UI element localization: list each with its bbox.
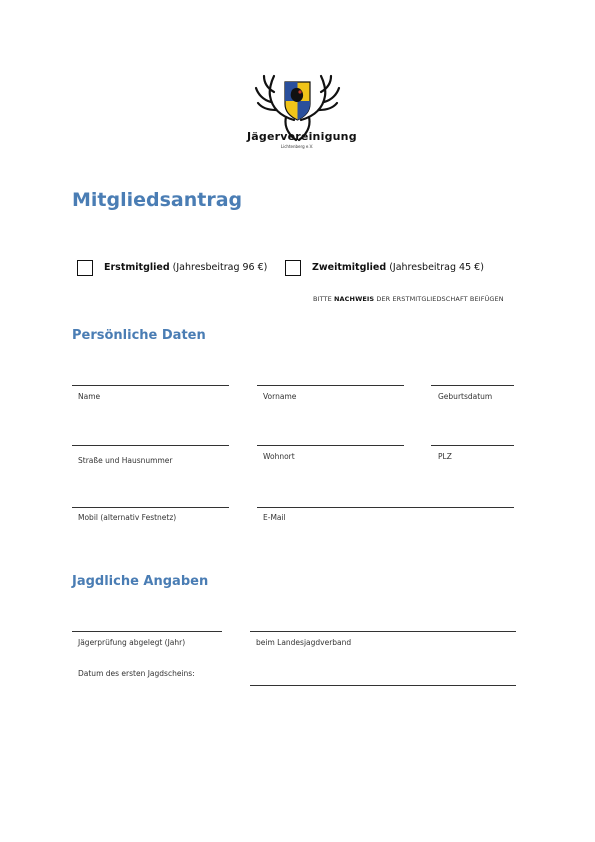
- wohnort-label: Wohnort: [263, 452, 295, 461]
- zweitmitglied-fee: (Jahresbeitrag 45 €): [386, 262, 484, 273]
- jaegerpruefung-field[interactable]: [72, 631, 222, 632]
- email-label: E-Mail: [263, 513, 286, 522]
- zweitmitglied-checkbox[interactable]: [285, 260, 301, 276]
- erstmitglied-option: [104, 262, 267, 273]
- name-label: Name: [78, 392, 101, 401]
- mobil-label: Mobil (alternativ Festnetz): [78, 513, 177, 522]
- email-field[interactable]: [257, 507, 514, 508]
- name-field[interactable]: [72, 385, 229, 386]
- plz-field[interactable]: [431, 445, 514, 446]
- jagdschein-label: Datum des ersten Jagdscheins:: [78, 669, 195, 678]
- strasse-label: Straße und Hausnummer: [78, 456, 173, 465]
- zweitmitglied-option: [312, 262, 484, 273]
- erstmitglied-label: Erstmitglied: [104, 262, 170, 273]
- erstmitglied-fee: (Jahresbeitrag 96 €): [169, 262, 268, 273]
- logo-subtitle: Lichtenberg e.V.: [280, 144, 314, 149]
- hint-post: DER ERSTMITGLIEDSCHAFT BEIFÜGEN: [374, 295, 504, 303]
- section-title-hunting: Jagdliche Angaben: [72, 574, 209, 589]
- wohnort-field[interactable]: [257, 445, 404, 446]
- landesjagdverband-label: beim Landesjagdverband: [256, 638, 352, 647]
- nachweis-hint: [313, 295, 504, 303]
- hint-pre: BITTE: [313, 295, 334, 303]
- zweitmitglied-label: Zweitmitglied: [312, 262, 387, 273]
- geburtsdatum-field[interactable]: [431, 385, 514, 386]
- strasse-field[interactable]: [72, 445, 229, 446]
- hint-bold: NACHWEIS: [333, 295, 375, 303]
- jagdschein-field[interactable]: [250, 685, 516, 686]
- logo-title: Jägervereinigung: [247, 130, 357, 143]
- vorname-label: Vorname: [263, 392, 297, 401]
- jaegerpruefung-label: Jägerprüfung abgelegt (Jahr): [78, 638, 186, 647]
- plz-label: PLZ: [438, 452, 452, 461]
- landesjagdverband-field[interactable]: [250, 631, 516, 632]
- vorname-field[interactable]: [257, 385, 404, 386]
- erstmitglied-checkbox[interactable]: [77, 260, 93, 276]
- page-title: Mitgliedsantrag: [72, 189, 243, 211]
- section-title-personal: Persönliche Daten: [72, 328, 206, 343]
- geburtsdatum-label: Geburtsdatum: [438, 392, 493, 401]
- mobil-field[interactable]: [72, 507, 229, 508]
